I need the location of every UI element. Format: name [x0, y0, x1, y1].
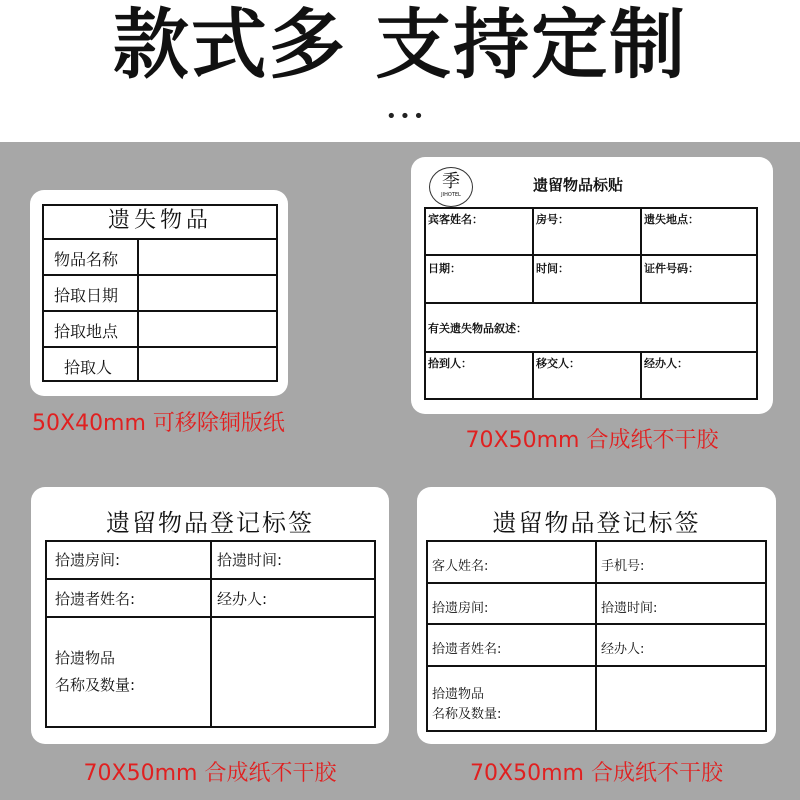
field-label: 名称及数量: — [55, 676, 136, 694]
caption: 70X50mm 合成纸不干胶 — [470, 761, 723, 786]
row-label: 拾取人 — [64, 358, 113, 377]
field-label: 证件号码： — [644, 262, 699, 275]
field-label: 拾到人： — [428, 357, 472, 370]
field-label: 拾遗者姓名: — [55, 590, 136, 608]
row-label: 物品名称 — [54, 250, 119, 269]
logo-text: JIHOTEL — [441, 192, 461, 198]
label-title: 遗失物品 — [107, 208, 212, 233]
field-label: 日期： — [428, 262, 461, 275]
field-label: 经办人: — [601, 642, 645, 657]
label-card-registration-2 — [417, 487, 776, 744]
field-label: 拾遗物品 — [432, 687, 485, 702]
field-label: 移交人： — [536, 357, 580, 370]
field-label: 遗失地点： — [644, 213, 699, 226]
field-label: 经办人： — [644, 357, 688, 370]
col-line — [532, 207, 534, 303]
field-label: 拾遗物品 — [55, 649, 116, 667]
hotel-logo — [429, 167, 473, 207]
label-title: 遗留物品登记标签 — [492, 509, 701, 537]
col-line — [595, 540, 597, 732]
field-label: 拾遗者姓名: — [432, 642, 502, 657]
row-line — [424, 351, 758, 353]
label-title: 遗留物品标贴 — [533, 176, 624, 194]
col-line — [137, 238, 139, 382]
row-line — [42, 346, 278, 348]
field-label: 宾客姓名： — [428, 213, 483, 226]
row-line — [42, 274, 278, 276]
header-banner — [0, 0, 800, 142]
field-label: 拾遗时间: — [217, 551, 283, 569]
field-label: 手机号: — [601, 559, 645, 574]
row-label: 拾取日期 — [54, 286, 119, 305]
label-card-left-items-sticker — [411, 157, 773, 414]
caption: 70X50mm 合成纸不干胶 — [465, 428, 719, 453]
headline: 款式多 支持定制 — [112, 0, 688, 89]
field-label: 经办人: — [217, 590, 268, 608]
logo-mark: 季 — [442, 171, 460, 192]
field-label: 名称及数量: — [432, 707, 502, 722]
row-label: 拾取地点 — [54, 322, 119, 341]
field-label: 拾遗时间: — [601, 601, 658, 616]
label-card-registration-1 — [31, 487, 389, 744]
dots-divider: ••• — [386, 106, 427, 127]
row-line — [424, 254, 758, 256]
label-title: 遗留物品登记标签 — [106, 509, 314, 537]
col-line — [640, 207, 642, 303]
field-label: 时间： — [536, 262, 569, 275]
row-line — [42, 238, 278, 240]
caption: 50X40mm 可移除铜版纸 — [32, 411, 285, 436]
row-line — [424, 302, 758, 304]
caption: 70X50mm 合成纸不干胶 — [83, 761, 337, 786]
row-line — [42, 310, 278, 312]
field-label: 房号： — [536, 213, 569, 226]
field-label: 拾遗房间: — [55, 551, 121, 569]
field-label: 有关遗失物品叙述： — [428, 322, 527, 335]
label-card-lost-items — [30, 190, 288, 396]
col-line — [532, 351, 534, 400]
col-line — [640, 351, 642, 400]
field-label: 拾遗房间: — [432, 601, 489, 616]
field-label: 客人姓名: — [432, 559, 489, 574]
col-line — [210, 540, 212, 728]
